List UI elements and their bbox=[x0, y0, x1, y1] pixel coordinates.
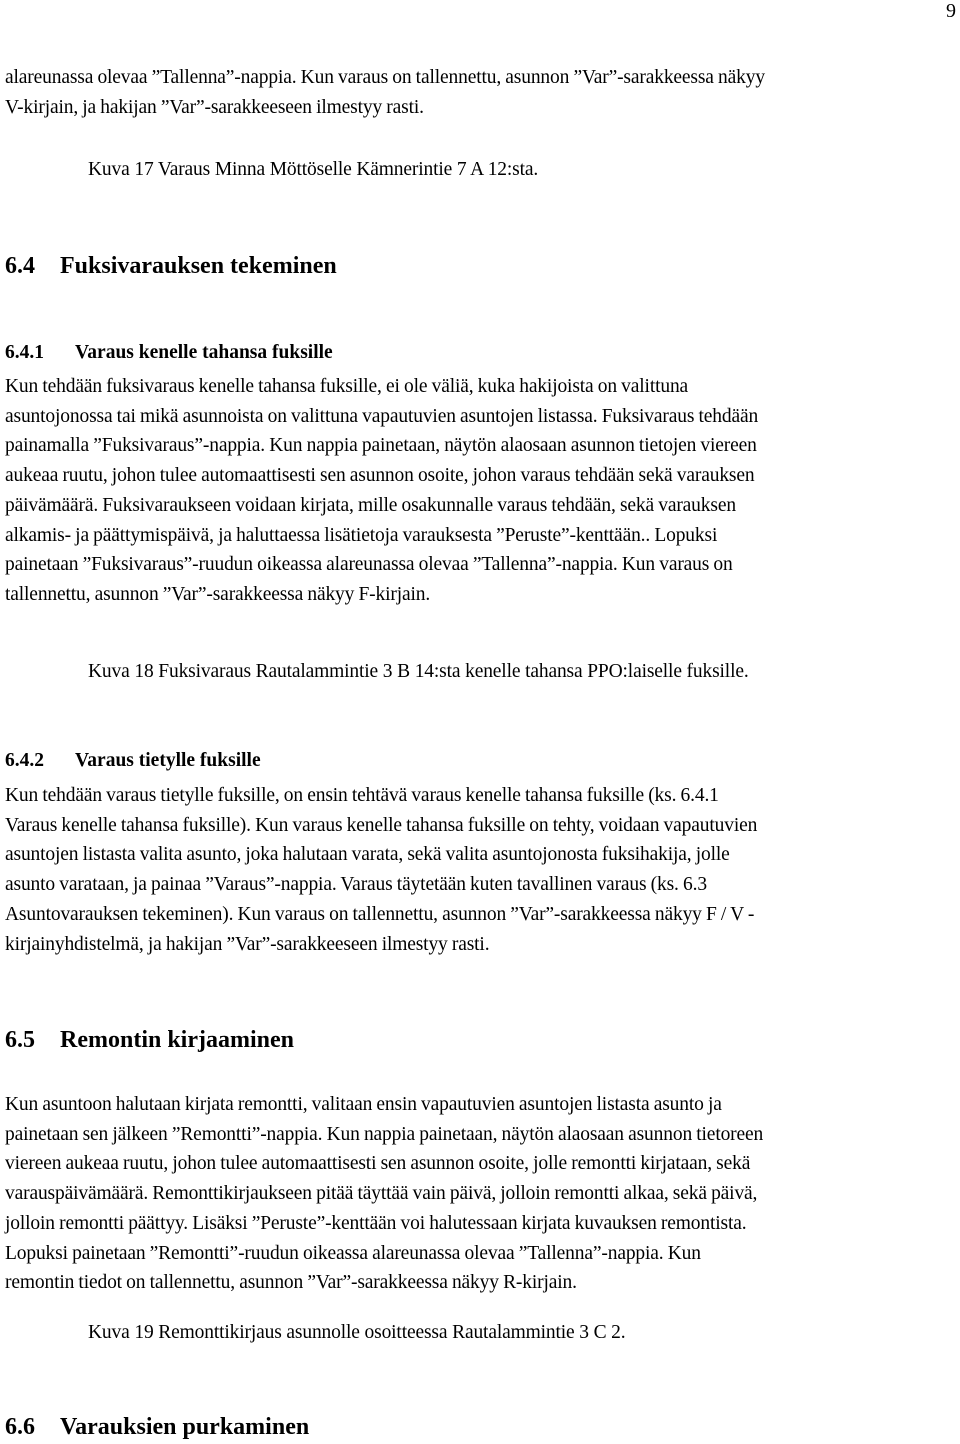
paragraph-6-4-2 bbox=[5, 781, 955, 959]
section-number: 6.4.2 bbox=[5, 750, 44, 771]
text-line: Varaus kenelle tahansa fuksille). Kun varaus kenelle tahansa fuksille on tehty, voidaan vapautuvien bbox=[5, 814, 758, 836]
section-title: Varauksien purkaminen bbox=[60, 1414, 310, 1440]
section-title: Fuksivarauksen tekeminen bbox=[60, 253, 337, 279]
section-number: 6.6 bbox=[5, 1414, 35, 1440]
figure-caption-18: Kuva 18 Fuksivaraus Rautalammintie 3 B 14:sta kenelle tahansa PPO:laiselle fuksille. bbox=[88, 661, 749, 682]
section-title: Remontin kirjaaminen bbox=[60, 1027, 294, 1053]
section-title: Varaus tietylle fuksille bbox=[75, 750, 261, 771]
subsection-heading-6-4-2 bbox=[5, 749, 261, 773]
text-line: remontin tiedot on tallennettu, asunnon ”Var”-sarakkeessa näkyy R-kirjain. bbox=[5, 1272, 577, 1294]
text-line: Kun tehdään varaus tietylle fuksille, on ensin tehtävä varaus kenelle tahansa fuksille (ks. 6.4.1 bbox=[5, 785, 719, 806]
page-number: 9 bbox=[946, 0, 956, 22]
paragraph-intro bbox=[5, 63, 955, 122]
section-number: 6.5 bbox=[5, 1027, 35, 1053]
paragraph-6-4-1 bbox=[5, 372, 955, 610]
section-number: 6.4.1 bbox=[5, 342, 44, 363]
text-line: asuntojen listasta valita asunto, joka halutaan varata, sekä valita asuntojonosta fuksihakija, jolle bbox=[5, 844, 730, 866]
text-line: asunto varataan, ja painaa ”Varaus”-nappia. Varaus täytetään kuten tavallinen varaus (ks. 6.3 bbox=[5, 874, 707, 896]
section-title: Varaus kenelle tahansa fuksille bbox=[75, 342, 333, 363]
text-line: painetaan sen jälkeen ”Remontti”-nappia. Kun nappia painetaan, näytön alaosaan asunnon tietoreen bbox=[5, 1123, 764, 1145]
figure-caption-17: Kuva 17 Varaus Minna Möttöselle Kämnerintie 7 A 12:sta. bbox=[88, 159, 539, 180]
section-number: 6.4 bbox=[5, 253, 35, 279]
text-line: alareunassa olevaa ”Tallenna”-nappia. Kun varaus on tallennettu, asunnon ”Var”-sarakkeessa näkyy bbox=[5, 67, 765, 88]
text-line: painamalla ”Fuksivaraus”-nappia. Kun nappia painetaan, näytön alaosaan asunnon tietojen viereen bbox=[5, 435, 757, 457]
text-line: Asuntovarauksen tekeminen). Kun varaus on tallennettu, asunnon ”Var”-sarakkeessa näkyy F / V - bbox=[5, 903, 755, 925]
text-line: aukeaa ruutu, johon tulee automaattisesti sen asunnon osoite, johon varaus tehdään sekä varauksen bbox=[5, 465, 755, 487]
text-line: Kun asuntoon halutaan kirjata remontti, valitaan ensin vapautuvien asuntojen listasta asunto ja bbox=[5, 1094, 722, 1115]
text-line: asuntojonossa tai mikä asunnoista on valittuna vapautuvien asuntojen listassa. Fuksivaraus tehdään bbox=[5, 405, 759, 427]
text-line: viereen aukeaa ruutu, johon tulee automaattisesti sen asunnon osoite, jolle remontti kirjataan, sekä bbox=[5, 1153, 751, 1175]
section-heading-6-4 bbox=[5, 252, 337, 280]
text-line: kirjainyhdistelmä, ja hakijan ”Var”-sarakkeeseen ilmestyy rasti. bbox=[5, 933, 490, 955]
text-line: jolloin remontti päättyy. Lisäksi ”Peruste”-kenttään voi halutessaan kirjata kuvauksen remontista. bbox=[5, 1212, 747, 1234]
text-line: alkamis- ja päättymispäivä, ja haluttaessa lisätietoja varauksesta ”Peruste”-kenttään.. Lopuksi bbox=[5, 524, 718, 546]
text-line: Lopuksi painetaan ”Remontti”-ruudun oikeassa alareunassa olevaa ”Tallenna”-nappia. Kun bbox=[5, 1242, 701, 1264]
text-line: painetaan ”Fuksivaraus”-ruudun oikeassa alareunassa olevaa ”Tallenna”-nappia. Kun varaus on bbox=[5, 554, 733, 576]
section-heading-6-6 bbox=[5, 1413, 309, 1441]
text-line: tallennettu, asunnon ”Var”-sarakkeessa näkyy F-kirjain. bbox=[5, 583, 431, 605]
section-heading-6-5 bbox=[5, 1026, 294, 1054]
subsection-heading-6-4-1 bbox=[5, 341, 333, 365]
figure-caption-19: Kuva 19 Remonttikirjaus asunnolle osoitteessa Rautalammintie 3 C 2. bbox=[88, 1322, 626, 1343]
text-line: Kun tehdään fuksivaraus kenelle tahansa fuksille, ei ole väliä, kuka hakijoista on valittuna bbox=[5, 376, 689, 397]
text-line: V-kirjain, ja hakijan ”Var”-sarakkeeseen ilmestyy rasti. bbox=[5, 96, 424, 118]
text-line: päivämäärä. Fuksivaraukseen voidaan kirjata, mille osakunnalle varaus tehdään, sekä varauksen bbox=[5, 494, 736, 516]
paragraph-6-5 bbox=[5, 1090, 955, 1298]
text-line: varauspäivämäärä. Remonttikirjaukseen pitää täyttää vain päivä, jolloin remontti alkaa, sekä päivä, bbox=[5, 1183, 758, 1205]
